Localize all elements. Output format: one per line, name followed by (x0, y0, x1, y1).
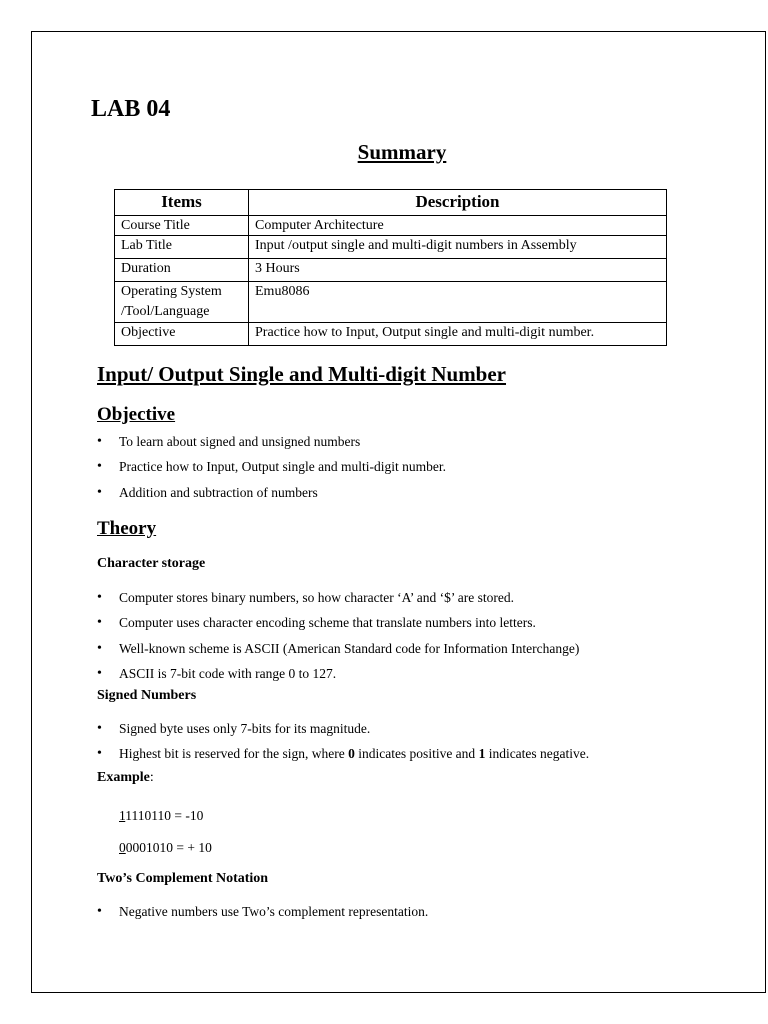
table-row (115, 323, 667, 346)
sign-bit: 1 (119, 808, 126, 823)
cell-description: Emu8086 (249, 282, 667, 323)
example-line-1 (119, 807, 203, 825)
table-header-row (115, 190, 667, 216)
cell-description: Computer Architecture (249, 216, 667, 236)
cell-description: Practice how to Input, Output single and multi-digit number. (249, 323, 667, 346)
list-item: • To learn about signed and unsigned numbers (97, 433, 446, 458)
example-bits: 0001010 = + 10 (125, 840, 212, 855)
table-row (115, 282, 667, 323)
list-item: • Practice how to Input, Output single and multi-digit number. (97, 458, 446, 483)
character-storage-list (97, 589, 579, 690)
table-row (115, 216, 667, 236)
example-bits: 1110110 = -10 (125, 808, 204, 823)
example-colon: : (149, 770, 154, 785)
zero-digit: 0 (348, 746, 355, 762)
list-item-text: Highest bit is reserved for the sign, where (119, 746, 349, 762)
list-item: • Addition and subtraction of numbers (97, 484, 446, 509)
list-item: • Computer uses character encoding scheme that translate numbers into letters. (97, 614, 579, 639)
signed-numbers-list (97, 720, 589, 771)
objective-list (97, 433, 446, 509)
cell-item-line: /Tool/Language (121, 304, 210, 319)
theory-heading: Theory (97, 518, 157, 539)
list-item (97, 745, 589, 770)
list-item-text: indicates negative. (485, 746, 590, 762)
list-item: • Computer stores binary numbers, so how character ‘A’ and ‘$’ are stored. (97, 589, 579, 614)
lab-title: LAB 04 (91, 96, 171, 122)
cell-description: Input /output single and multi-digit numbers in Assembly (249, 236, 667, 259)
cell-description: 3 Hours (249, 259, 667, 282)
signed-numbers-heading: Signed Numbers (97, 688, 197, 703)
list-item-text: indicates positive and (354, 746, 479, 762)
sign-bit: 0 (119, 840, 126, 855)
example-line-2 (119, 839, 212, 857)
example-heading (97, 769, 154, 787)
list-item: • Signed byte uses only 7-bits for its magnitude. (97, 720, 589, 745)
objective-heading: Objective (97, 404, 176, 425)
cell-item: Duration (115, 259, 249, 282)
cell-item: Objective (115, 323, 249, 346)
list-item: • Well-known scheme is ASCII (American Standard code for Information Interchange) (97, 640, 579, 665)
main-heading: Input/ Output Single and Multi-digit Number (97, 362, 507, 386)
summary-table (114, 189, 667, 346)
list-item: • Negative numbers use Two’s complement representation. (97, 903, 428, 928)
character-storage-heading: Character storage (97, 556, 206, 571)
cell-item: Course Title (115, 216, 249, 236)
summary-heading: Summary (357, 140, 447, 164)
list-item: • ASCII is 7-bit code with range 0 to 127. (97, 665, 579, 690)
example-label: Example (97, 770, 150, 785)
cell-item: Lab Title (115, 236, 249, 259)
twos-complement-list (97, 903, 428, 928)
cell-item (115, 282, 249, 323)
twos-complement-heading: Two’s Complement Notation (97, 871, 269, 886)
one-digit: 1 (478, 746, 486, 762)
cell-item-line: Operating System (121, 284, 222, 299)
table-row (115, 259, 667, 282)
header-description: Description (249, 190, 667, 216)
table-row (115, 236, 667, 259)
header-items: Items (115, 190, 249, 216)
